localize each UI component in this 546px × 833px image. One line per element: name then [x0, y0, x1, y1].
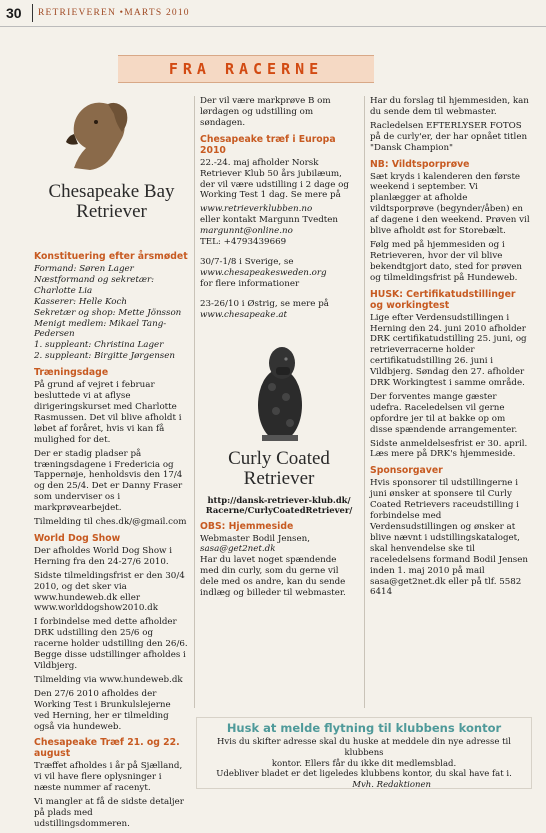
link-url[interactable]: www.chesapeakesweden.org	[200, 267, 327, 278]
paragraph: Vi mangler at få de sidste detaljer på plads med udstillingsdommeren.	[34, 797, 184, 829]
paragraph: Racledelsen EFTERLYSER FOTOS på de curly'er, der har opnået titlen "Dansk Champion"	[370, 120, 528, 153]
page-header	[0, 0, 546, 26]
notice-box	[196, 717, 532, 789]
board-member: Kasserer: Helle Koch	[34, 296, 127, 307]
sweden-text: 30/7-1/8 i Sverige, se	[200, 256, 294, 267]
husk-heading: HUSK: Certifikatudstillinger og workingtest	[370, 288, 516, 311]
paragraph: Følg med på hjemmesiden og i Retrieveren, hvor der vil blive bekendtgjort dato, sted for prøven og tilmeldingsfrist på Hundeweb.	[370, 239, 522, 283]
sweden-block	[200, 257, 358, 290]
paragraph: Tilmelding til ches.dk/@gmail.com	[34, 517, 187, 528]
sweden-more: for flere informationer	[200, 278, 300, 289]
running-title: RETRIEVEREN •MARTS 2010	[38, 8, 190, 18]
training-heading: Træningsdage	[34, 367, 109, 379]
header-rule	[0, 26, 546, 27]
paragraph: Tilmelding via www.hundeweb.dk	[34, 674, 183, 685]
header-divider	[32, 4, 33, 22]
board-member: 2. suppleant: Birgitte Jørgensen	[34, 351, 175, 362]
board-list	[34, 264, 189, 362]
notice-title: Husk at melde flytning til klubbens kontor	[226, 721, 502, 735]
world-dog-show-heading: World Dog Show	[34, 532, 121, 544]
obs-heading: OBS: Hjemmeside	[200, 520, 294, 532]
column-right	[370, 96, 530, 601]
paragraph: Sæt kryds i kalenderen den første weekend i september. Vi planlægger at afholde vildtsporprøve (begynder/åben) en af dagene i den weekend. Prøven vil blive afholdt øst for Storebælt.	[370, 171, 530, 237]
paragraph: Der er stadig pladser på træningsdagene i Fredericia og Tappernøje, henholdsvis den 17/4 og den 25/4. Det er Danny Fraser som underviser os i markprøvearbejdet.	[34, 448, 183, 514]
paragraph: I forbindelse med dette afholder DRK udstilling den 25/6 og racerne holder udstilling den 26/6. Begge disse udstillinger afholdes i Vildbjerg.	[34, 617, 188, 671]
column-middle	[200, 96, 358, 602]
phone-text: TEL: +4793439669	[200, 237, 287, 248]
page-number: 30	[6, 5, 22, 21]
board-member: Sekretær og shop: Mette Jönsson	[34, 307, 182, 318]
paragraph: Har du lavet noget spændende med din curly, som du gerne vil dele med os andre, kan du sende indlæg og billeder til webmaster.	[200, 555, 346, 599]
paragraph: Har du forslag til hjemmesiden, kan du sende dem til webmaster.	[370, 96, 529, 117]
board-member: Formand: Søren Lager	[34, 264, 134, 274]
banner-title: FRA RACERNE	[168, 60, 324, 78]
paragraph: På grund af vejret i februar besluttede vi at aflyse dirigeringskurset med Charlotte Rasmussen. Det vil blive afholdt i løbet af foråret, hvis vi kan få mulighed for det.	[34, 380, 182, 445]
email-link[interactable]: margunnt@online.no	[200, 226, 293, 237]
chesapeake-dog-head-icon	[34, 96, 189, 246]
paragraph: 22.-24. maj afholder Norsk Retriever Klub 50 års jubilæum, der vil være udstilling i 2 dage og Working Test 1 dag. Se mere på	[200, 157, 349, 201]
curly-url[interactable]: http://dansk-retriever-klub.dk/ Racerne/CurlyCoatedRetriever/	[205, 494, 353, 515]
paragraph: Hvis sponsorer til udstillingerne i juni ønsker at sponsere til Curly Coated Retrievers raceudstilling i forbindelse med Verdensudstillingen og ønsker at blive nævnt i udstillingskataloget, skal henvendelse ske til raceledelsens formand Bodil Jensen inden 1. maj 2010 på mail sasa@get2net.dk eller på tlf. 5582 6414	[370, 478, 528, 598]
board-member: Menigt medlem: Mikael Tang-Pedersen	[34, 318, 167, 340]
europa-contact-block	[200, 204, 358, 248]
paragraph: Sidste tilmeldingsfrist er den 30/4 2010, og det sker via www.hundeweb.dk eller www.worlddogshow2010.dk	[34, 570, 185, 614]
webmaster-text: Webmaster Bodil Jensen,	[200, 533, 311, 544]
konstituering-heading: Konstituering efter årsmødet	[34, 251, 188, 262]
column-left	[34, 96, 189, 833]
notice-body: Hvis du skifter adresse skal du huske at meddele din nye adresse til klubbens kontor. Ellers får du ikke dit medlemsblad. Udebliver bladet er det ligeledes klubbens kontor, du skal have fat i.	[216, 737, 512, 780]
paragraph: Træffet afholdes i år på Sjælland, vi vil have flere oplysninger i næste nummer af racenyt.	[34, 761, 183, 794]
europa-heading: Chesapeake træf i Europa 2010	[200, 133, 336, 156]
paragraph: Læs mere på DRK's hjemmeside.	[370, 449, 516, 460]
paragraph: Der vil være markprøve B om lørdagen og udstilling om søndagen.	[200, 96, 331, 128]
link-url[interactable]: www.retrieverklubben.no	[200, 204, 313, 215]
sponsor-heading: Sponsorgaver	[370, 465, 443, 477]
notice-signature: Mvh. Redaktionen	[352, 780, 431, 791]
paragraph: Der afholdes World Dog Show i Herning fra den 24-27/6 2010.	[34, 545, 173, 567]
paragraph: Den 27/6 2010 afholdes der Working Test i Brunkulslejerne ved Herning, her er tilmelding også via hundeweb.	[34, 688, 171, 732]
paragraph: Sidste anmeldelsesfrist er 30. april.	[370, 438, 528, 449]
curly-coated-title: Curly Coated Retriever	[228, 447, 330, 489]
paragraph: Der forventes mange gæster udefra. Raceledelsen vil gerne opfordre jer til at bakke op om disse spændende arrangementer.	[370, 391, 518, 435]
contact-text: eller kontakt Margunn Tvedten	[200, 215, 338, 226]
curly-coated-dog-icon	[200, 327, 358, 447]
column-divider	[364, 96, 365, 708]
board-member: Næstformand og sekretær: Charlotte Lia	[34, 274, 155, 296]
chesapeake-traef-heading: Chesapeake Træf 21. og 22. august	[34, 737, 180, 760]
link-url[interactable]: www.chesapeake.at	[200, 309, 287, 320]
board-member: 1. suppleant: Christina Lager	[34, 340, 164, 351]
paragraph: Lige efter Verdensudstillingen i Herning den 24. juni 2010 afholder DRK certifikatudstilling 25. juni, og retrieverracerne holder certifikatudstilling 26. juni i Vildbjerg. Søndag den 27. afholder DRK Workingtest i samme område.	[370, 312, 527, 389]
vildtspor-heading: NB: Vildtsporprøve	[370, 158, 470, 170]
austria-block	[200, 299, 358, 321]
column-divider	[194, 96, 195, 708]
email-link[interactable]: sasa@get2net.dk	[200, 544, 276, 555]
chesapeake-title: Chesapeake Bay Retriever	[48, 180, 175, 222]
section-banner	[118, 55, 374, 83]
austria-text: 23-26/10 i Østrig, se mere på	[200, 298, 329, 309]
